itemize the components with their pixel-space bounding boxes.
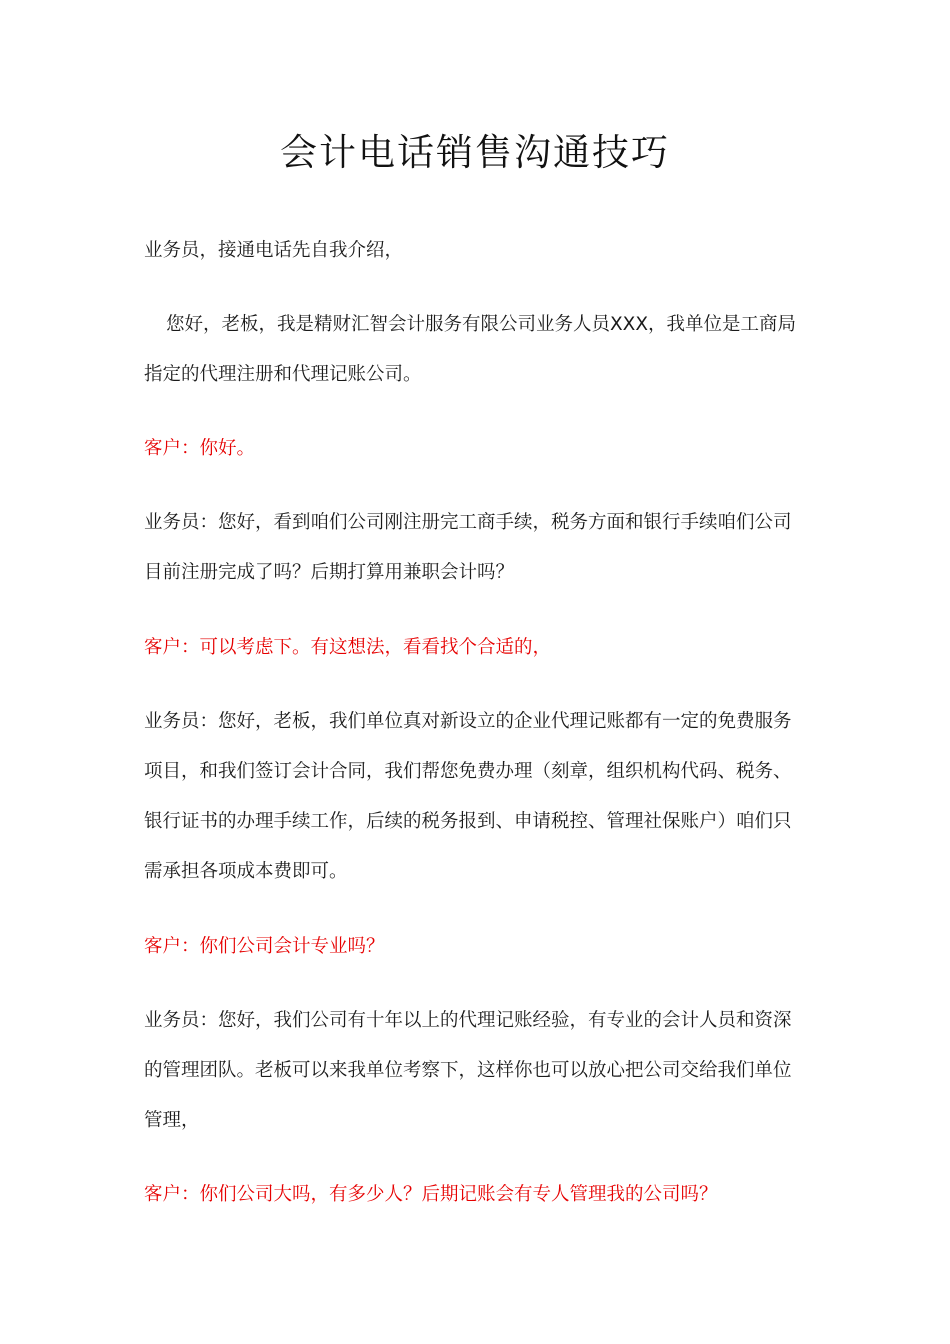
- agent-paragraph: 业务员：您好，老板，我们单位真对新设立的企业代理记账都有一定的免费服务项目，和我们签订会计合同，我们帮您免费办理（刻章，组织机构代码、税务、银行证书的办理手续工作，后续的税务报到、申请税控、管理社保账户）咱们只需承担各项成本费即可。: [144, 711, 792, 882]
- agent-paragraph: 您好，老板，我是精财汇智会计服务有限公司业务人员XXX，我单位是工商局指定的代理注册和代理记账公司。: [144, 314, 797, 385]
- intro-line: 业务员，接通电话先自我介绍，: [144, 240, 404, 261]
- document-title: 会计电话销售沟通技巧: [280, 131, 670, 174]
- client-paragraph: 客户：可以考虑下。有这想法，看看找个合适的，: [144, 637, 552, 658]
- client-paragraph: 客户：你好。: [144, 438, 256, 459]
- agent-paragraph: 业务员：您好，看到咱们公司刚注册完工商手续，税务方面和银行手续咱们公司目前注册完成了吗？后期打算用兼职会计吗？: [144, 512, 792, 583]
- client-paragraph: 客户：你们公司会计专业吗？: [144, 936, 385, 957]
- client-paragraph: 客户：你们公司大吗，有多少人？后期记账会有专人管理我的公司吗？: [144, 1184, 718, 1205]
- agent-paragraph: 业务员：您好，我们公司有十年以上的代理记账经验，有专业的会计人员和资深的管理团队。老板可以来我单位考察下，这样你也可以放心把公司交给我们单位管理，: [144, 1010, 792, 1131]
